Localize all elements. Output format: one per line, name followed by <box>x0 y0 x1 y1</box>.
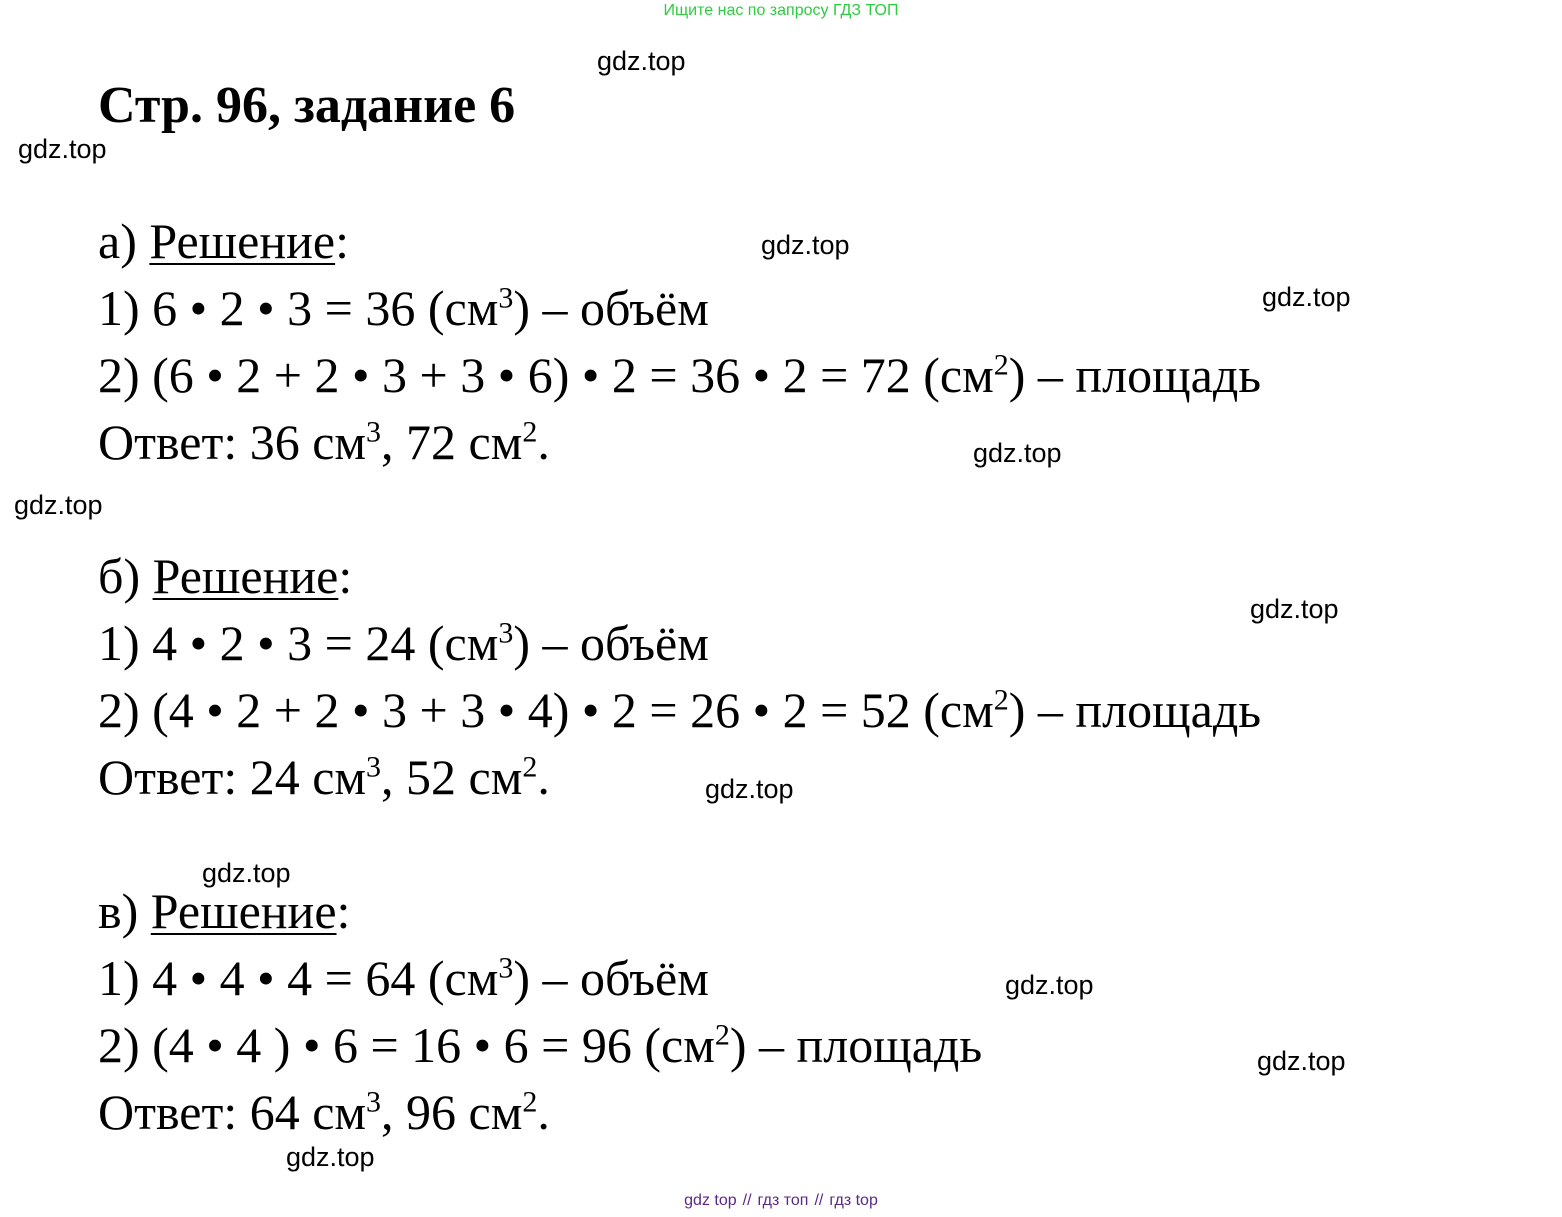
top-banner: Ищите нас по запросу ГДЗ ТОП <box>663 2 899 19</box>
watermark: gdz.top <box>1250 594 1339 624</box>
solution-heading: б) Решение: <box>98 548 353 604</box>
footer-link[interactable]: гдз top <box>829 1192 878 1209</box>
solution-section-a <box>98 208 1261 476</box>
watermark: gdz.top <box>761 230 850 260</box>
watermark: gdz.top <box>286 1142 375 1172</box>
solution-heading: а) Решение: <box>98 213 349 269</box>
footer-separator: // <box>742 1192 752 1209</box>
watermark: gdz.top <box>1257 1046 1346 1076</box>
watermark: gdz.top <box>14 490 103 520</box>
footer-links <box>0 1192 1562 1210</box>
volume-line: 1) 4 • 2 • 3 = 24 $(см^3)$ – объём <box>98 615 709 671</box>
watermark: gdz.top <box>202 858 291 888</box>
solution-heading: в) Решение: <box>98 883 351 939</box>
footer-link[interactable]: gdz top <box>684 1192 737 1209</box>
area-line: 2) (4 • 4 ) • 6 = 16 • 6 = 96 $(см^2)$ – площадь <box>98 1017 983 1073</box>
watermark: gdz.top <box>597 46 686 76</box>
page-title: Стр. 96, задание 6 <box>98 77 516 134</box>
watermark: gdz.top <box>705 774 794 804</box>
area-line: 2) (4 • 2 + 2 • 3 + 3 • 4) • 2 = 26 • 2 = 52 $(см^2)$ – площадь <box>98 682 1262 738</box>
watermark: gdz.top <box>973 438 1062 468</box>
volume-line: 1) 6 • 2 • 3 = 36 $(см^3)$ – объём <box>98 280 709 336</box>
watermark: gdz.top <box>1005 970 1094 1000</box>
answer-line: Ответ: 64 $см^3$, 96 $см^2$. <box>98 1084 550 1140</box>
area-line: 2) (6 • 2 + 2 • 3 + 3 • 6) • 2 = 36 • 2 = 72 $(см^2)$ – площадь <box>98 347 1262 403</box>
watermark: gdz.top <box>18 134 107 164</box>
answer-line: Ответ: 24 $см^3$, 52 $см^2$. <box>98 749 550 805</box>
footer-link[interactable]: гдз топ <box>757 1192 809 1209</box>
watermark: gdz.top <box>1262 282 1351 312</box>
volume-line: 1) 4 • 4 • 4 = 64 $(см^3)$ – объём <box>98 950 709 1006</box>
answer-line: Ответ: 36 $см^3$, 72 $см^2$. <box>98 414 550 470</box>
footer-separator: // <box>814 1192 824 1209</box>
solution-section-c <box>98 878 982 1146</box>
solution-section-b <box>98 543 1261 811</box>
